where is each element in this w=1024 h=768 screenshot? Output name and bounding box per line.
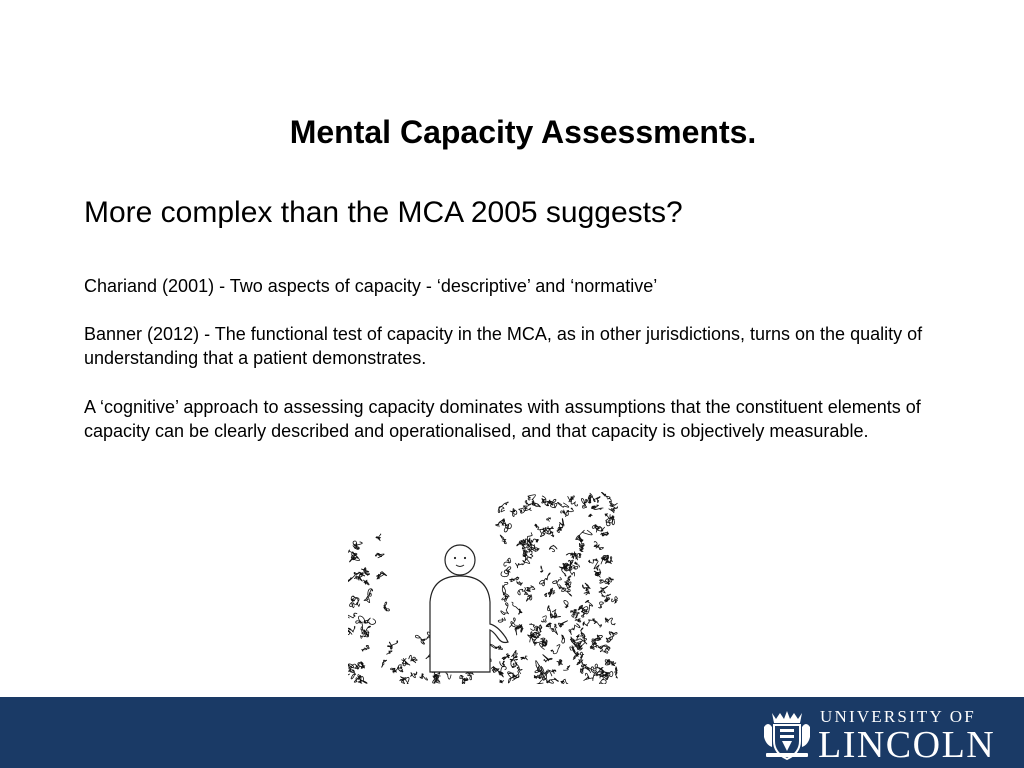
tangled-scribble-person-icon [348, 492, 618, 684]
university-crest-icon [762, 707, 812, 761]
footer-band [0, 697, 1024, 768]
paragraph-cognitive-approach: A ‘cognitive’ approach to assessing capacity dominates with assumptions that the constituent elements of capacity can be clearly described and operationalised, and that capacity is objectively measurable. [84, 397, 921, 441]
slide-title: Mental Capacity Assessments. [289, 114, 757, 150]
slide-subtitle: More complex than the MCA 2005 suggests? [84, 196, 683, 229]
person-figure [430, 545, 508, 672]
paragraph-banner: Banner (2012) - The functional test of capacity in the MCA, as in other jurisdictions, turns on the quality of understanding that a patient demonstrates. [84, 324, 923, 368]
logo-text-lincoln: LINCOLN [818, 724, 996, 766]
paragraph-charland: Chariand (2001) - Two aspects of capacity - ‘descriptive’ and ‘normative’ [84, 276, 658, 296]
university-logo [762, 701, 1014, 764]
logo-text-university-of: UNIVERSITY OF [820, 707, 976, 726]
